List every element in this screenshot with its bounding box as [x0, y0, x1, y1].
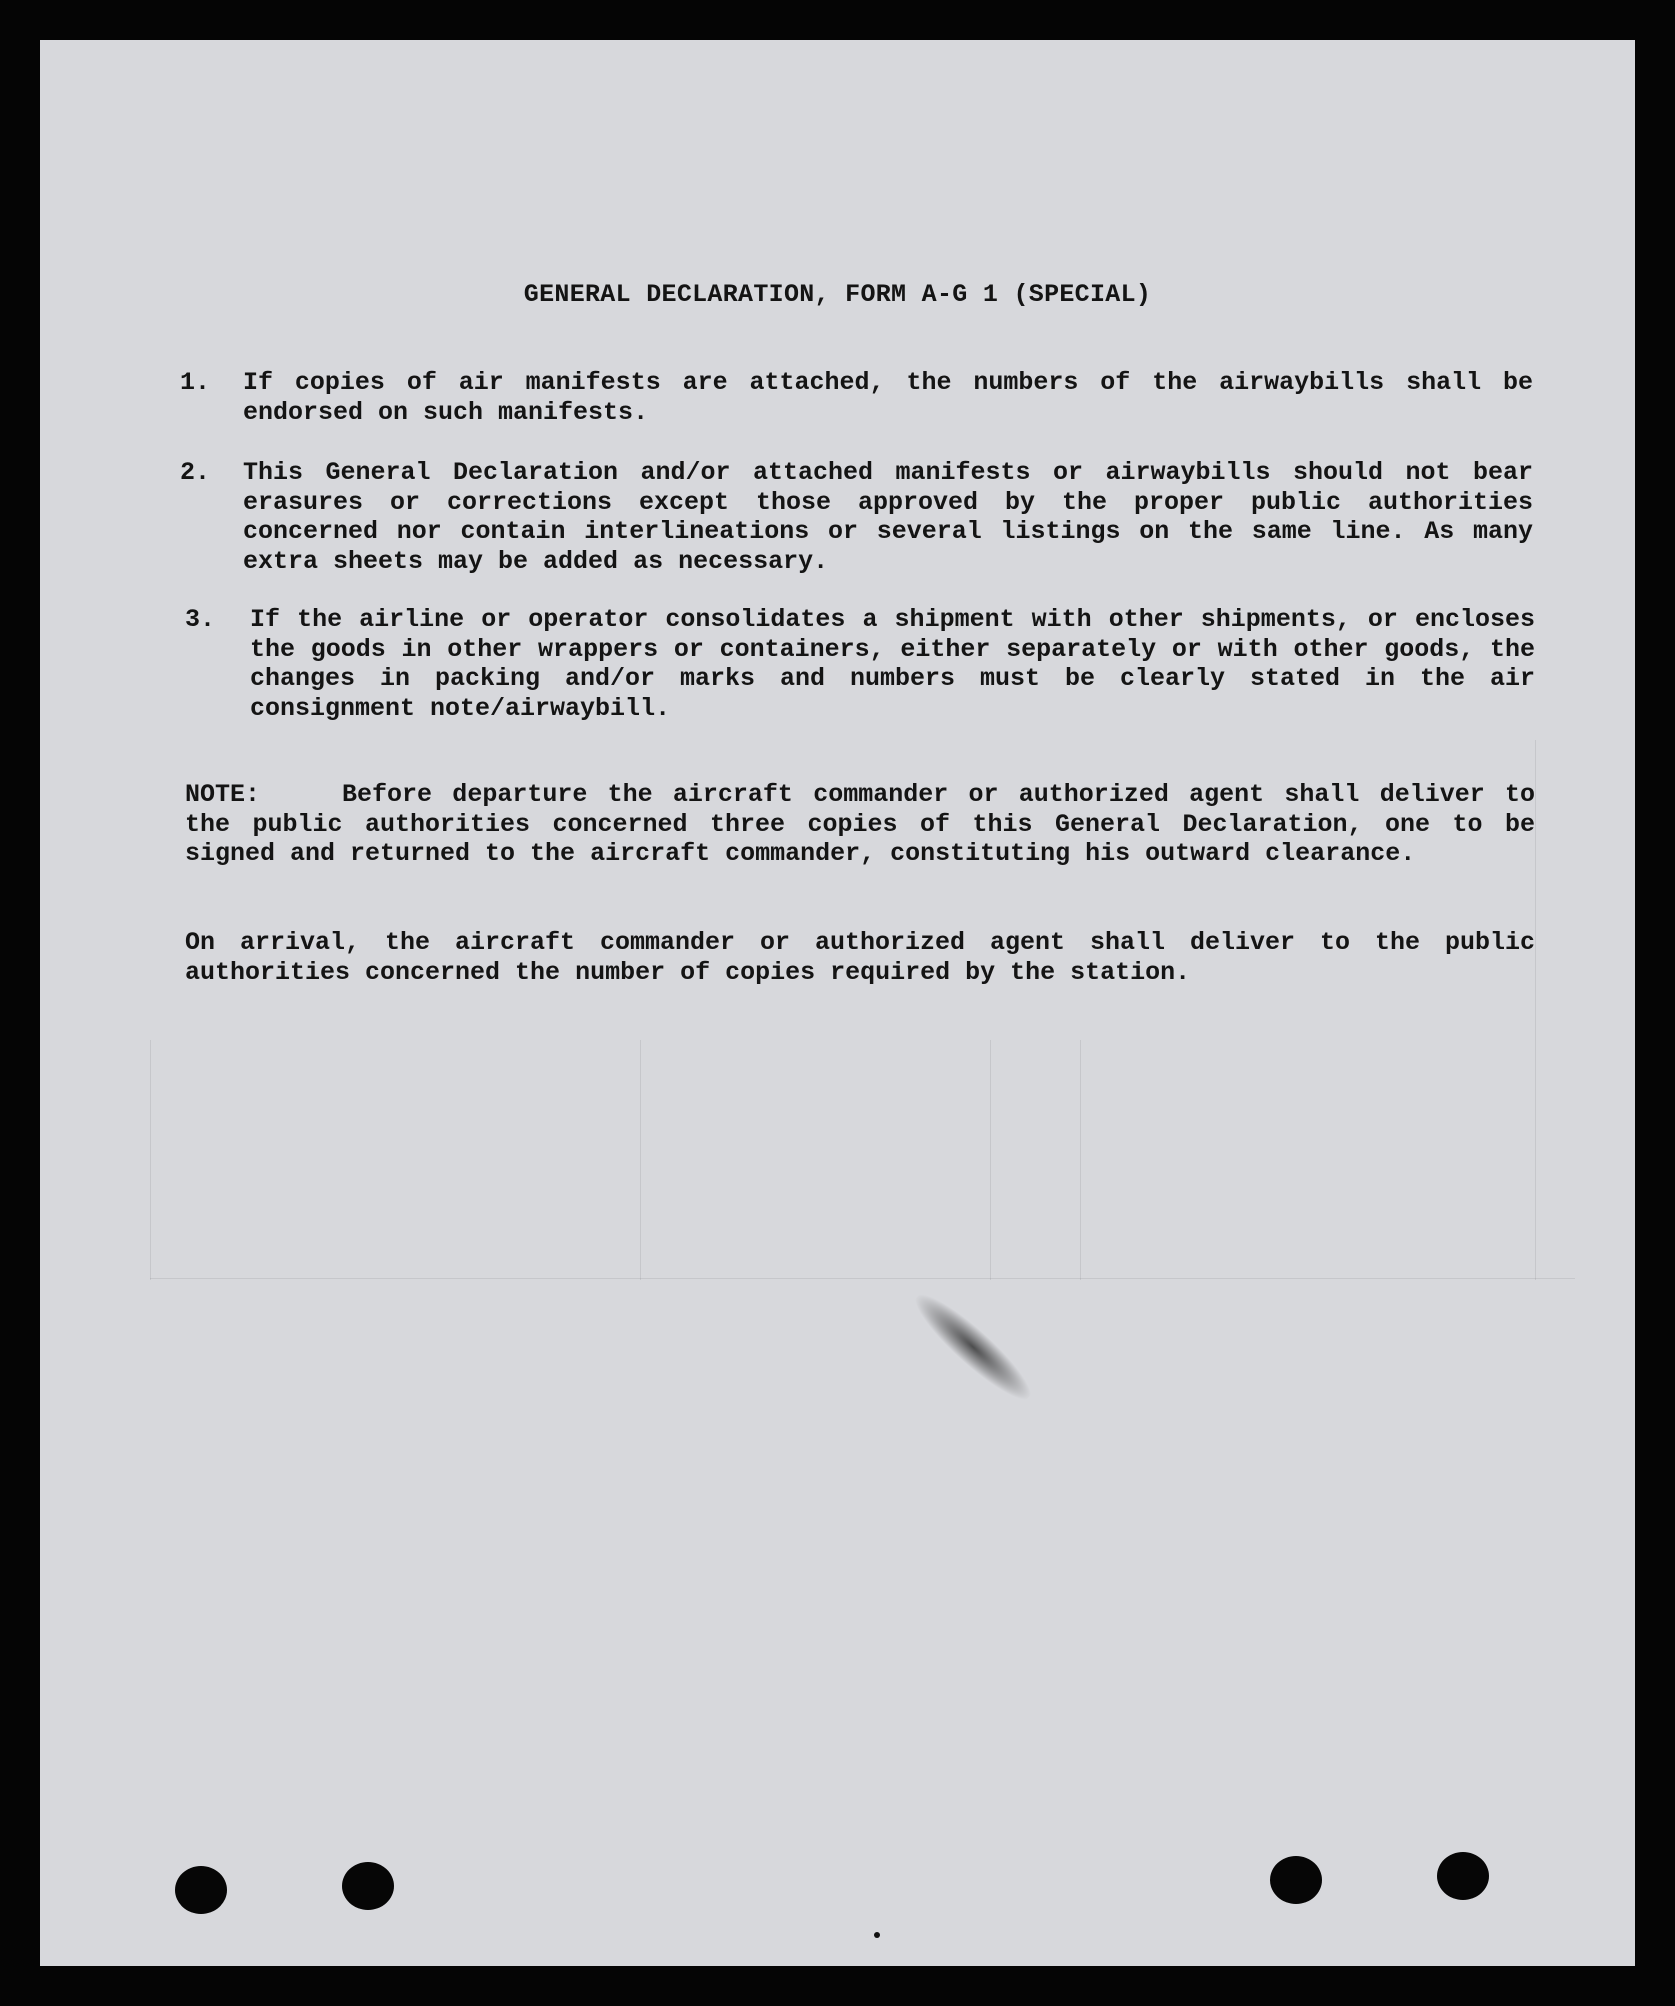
item-text: If the airline or operator consolidates a shipment with other shipments, or encloses the goods in other wrappers or containers, either separately or with other goods, the changes in packing and/or marks and numbers must be clearly stated in the air consignment note/airwaybill.: [250, 605, 1535, 723]
document-title: GENERAL DECLARATION, FORM A-G 1 (SPECIAL): [523, 280, 1152, 309]
item-number: 2.: [180, 458, 211, 487]
bleed-through-line: [1080, 1040, 1081, 1280]
note-text: Before departure the aircraft commander or authorized agent shall deliver to the public authorities concerned three copies of this General Declaration, one to be signed and returned to the aircraft commander, constituting his outward clearance.: [185, 780, 1535, 868]
paper-sheet: [40, 40, 1635, 1966]
bleed-through-line: [990, 1040, 991, 1280]
arrival-paragraph: On arrival, the aircraft commander or authorized agent shall deliver to the public authorities concerned the number of copies required by the station.: [185, 928, 1535, 987]
item-number: 3.: [185, 605, 216, 634]
bleed-through-line: [1535, 740, 1536, 1280]
note-label: NOTE:: [185, 780, 261, 809]
item-number: 1.: [180, 368, 211, 397]
bleed-through-line: [150, 1278, 1575, 1279]
punch-hole: [175, 1866, 227, 1914]
punch-hole: [342, 1862, 394, 1910]
note-paragraph: [185, 780, 1535, 869]
bleed-through-line: [150, 1040, 151, 1280]
bleed-through-line: [640, 1040, 641, 1280]
item-text: This General Declaration and/or attached manifests or airwaybills should not bear erasures or corrections except those approved by the proper public authorities concerned nor contain interlineations or several listings on the same line. As many extra sheets may be added as necessary.: [243, 458, 1533, 576]
item-text: If copies of air manifests are attached, the numbers of the airwaybills shall be endorsed on such manifests.: [243, 368, 1533, 427]
punch-hole: [1270, 1856, 1322, 1904]
speck: [874, 1932, 880, 1938]
punch-hole: [1437, 1852, 1489, 1900]
ink-smudge: [906, 1284, 1040, 1410]
